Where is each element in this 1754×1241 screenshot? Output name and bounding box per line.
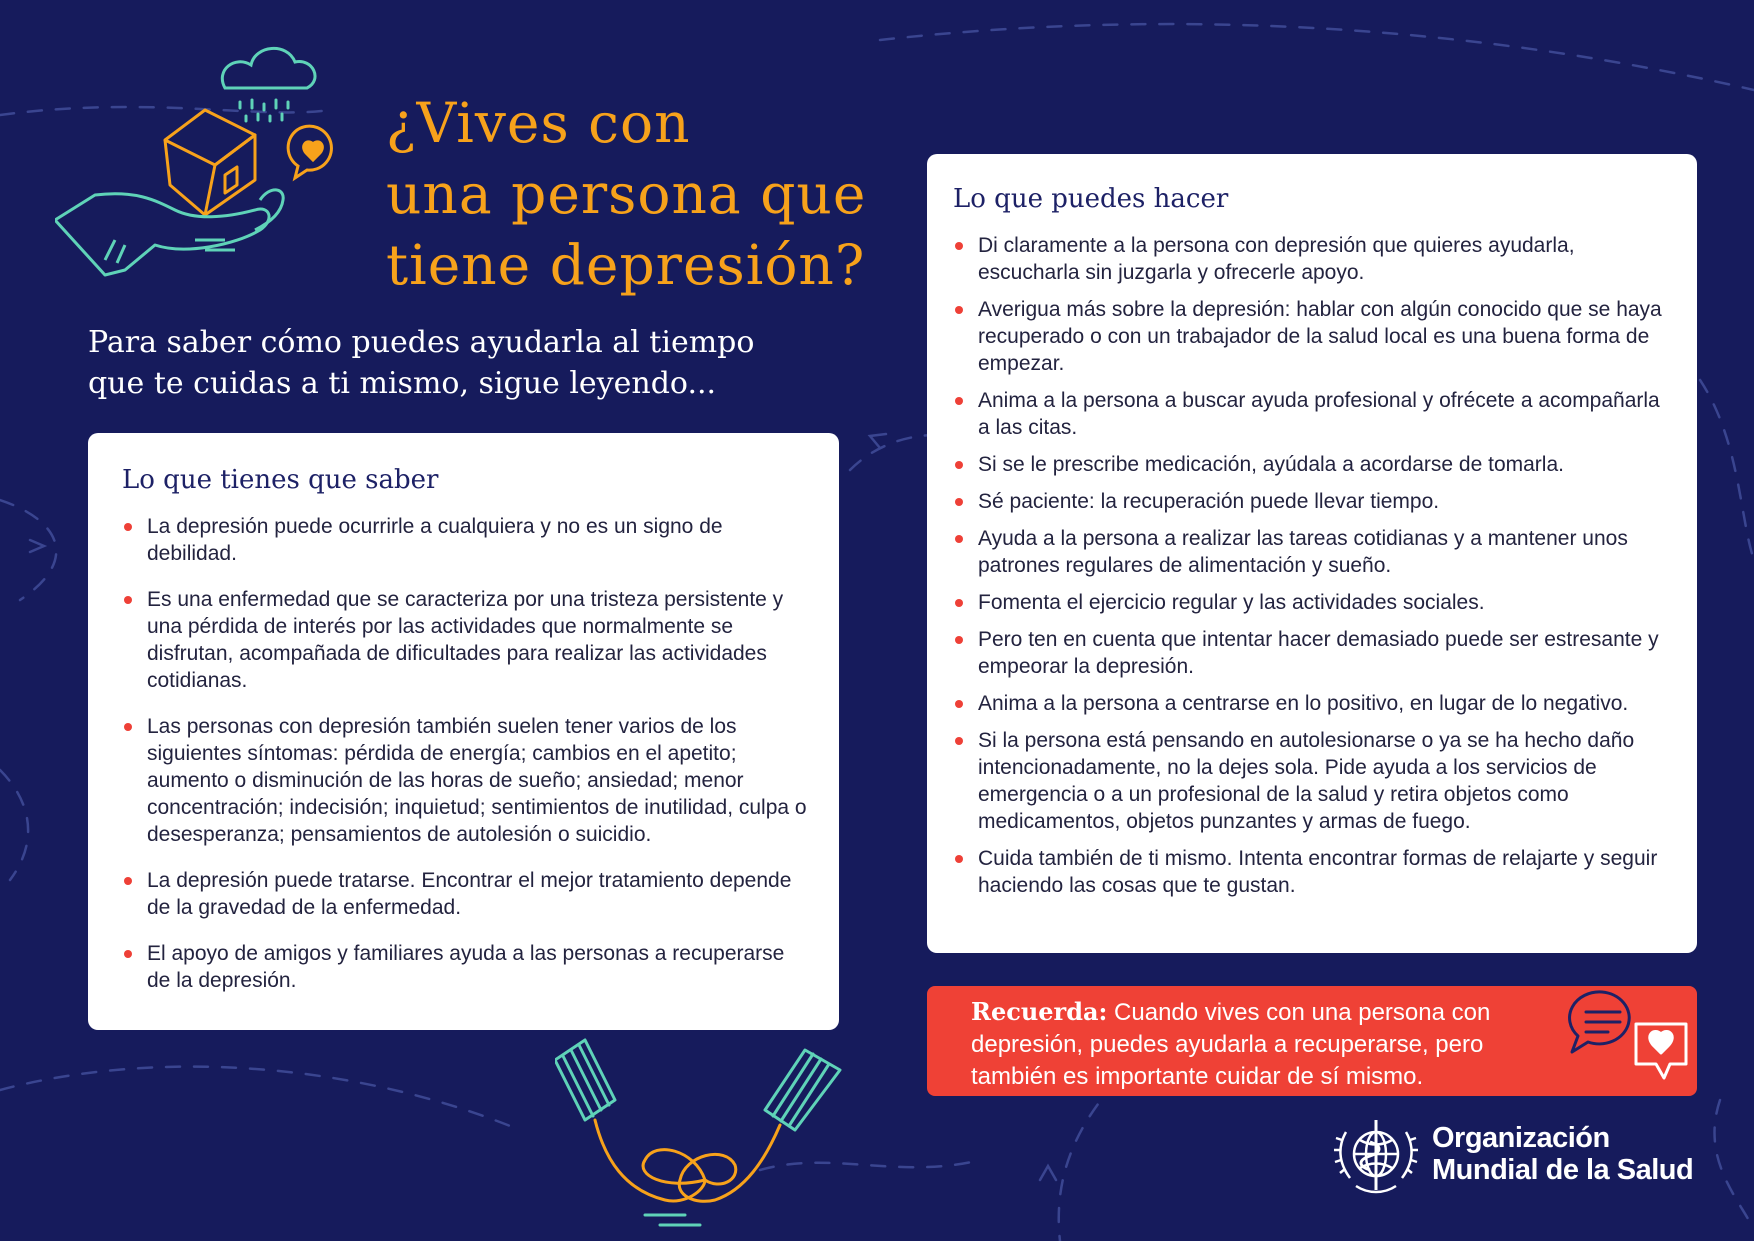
hands-heart-icon [555, 1040, 840, 1225]
do-item-text: Fomenta el ejercicio regular y las actividades sociales. [978, 591, 1485, 614]
bullet-icon [955, 599, 963, 607]
bullet-icon [955, 397, 963, 405]
do-item-text: Averigua más sobre la depresión: hablar con algún conocido que se haya recuperado o con un trabajador de la salud local es una buena forma de empezar. [978, 298, 1662, 375]
do-item-text: Sé paciente: la recuperación puede llevar tiempo. [978, 490, 1440, 513]
list-item [953, 387, 1673, 441]
know-heading: Lo que tienes que saber [122, 465, 439, 495]
bullet-icon [955, 461, 963, 469]
know-item-text: La depresión puede ocurrirle a cualquiera y no es un signo de debilidad. [147, 515, 723, 565]
who-name [1432, 1122, 1693, 1186]
who-logo [1330, 1112, 1694, 1196]
know-item-text: Las personas con depresión también suelen tener varios de los siguientes síntomas: pérdida de energía; cambios en el apetito; aumento o disminución de las horas de sueño; ansiedad; menor concentración; indecisión; inquietud; sentimientos de inutilidad, culpa o desesperanza; pensamientos de autolesión o suicidio. [147, 715, 807, 846]
list-item [953, 296, 1673, 377]
bullet-icon [955, 306, 963, 314]
who-name-line-2: Mundial de la Salud [1432, 1154, 1694, 1186]
do-card [927, 154, 1697, 953]
bullet-icon [124, 877, 132, 885]
do-item-text: Ayuda a la persona a realizar las tareas cotidianas y a mantener unos patrones regulares de alimentación y sueño. [978, 527, 1628, 577]
list-item [953, 626, 1673, 680]
bullet-icon [955, 700, 963, 708]
heart-speech-bubble-icon [288, 126, 331, 178]
bullet-icon [124, 950, 132, 958]
remember-text: Cuando vives con una persona con depresión, puedes ayudarla a recuperarse, pero también es importante cuidar de sí mismo. [971, 999, 1491, 1090]
do-item-text: Di claramente a la persona con depresión que quieres ayudarla, escucharla sin juzgarla y ofrecerle apoyo. [978, 234, 1575, 284]
list-item [953, 451, 1673, 478]
bullet-icon [955, 535, 963, 543]
list-item [953, 690, 1673, 717]
do-list [953, 232, 1673, 899]
speech-bubble-icon [1562, 986, 1692, 1096]
title-line-1: ¿Vives con [386, 91, 691, 155]
subtitle-line-2: que te cuidas a ti mismo, sigue leyendo... [88, 366, 717, 401]
bullet-icon [955, 737, 963, 745]
bullet-icon [955, 498, 963, 506]
bullet-icon [124, 596, 132, 604]
list-item [953, 525, 1673, 579]
house-in-hand-illustration [55, 40, 365, 310]
list-item [122, 940, 811, 994]
list-item [953, 589, 1673, 616]
list-item [953, 488, 1673, 515]
do-item-text: Anima a la persona a centrarse en lo positivo, en lugar de lo negativo. [978, 692, 1629, 715]
bullet-icon [955, 855, 963, 863]
list-item [122, 867, 811, 921]
cloud-icon [222, 48, 315, 121]
bullet-icon [955, 636, 963, 644]
page-subtitle [88, 322, 848, 404]
hands-heart-illustration [555, 1030, 875, 1230]
do-item-text: Cuida también de ti mismo. Intenta encontrar formas de relajarte y seguir haciendo las cosas que te gustan. [978, 847, 1658, 897]
who-emblem-icon [1330, 1112, 1422, 1196]
do-item-text: Si la persona está pensando en autolesionarse o ya se ha hecho daño intencionadamente, no la dejes sola. Pide ayuda a los servicios de emergencia o a un profesional de la salud y retira objetos como medicamentos, objetos punzantes y armas de fuego. [978, 729, 1635, 833]
know-item-text: El apoyo de amigos y familiares ayuda a las personas a recuperarse de la depresión. [147, 942, 785, 992]
list-item [122, 586, 811, 694]
know-item-text: Es una enfermedad que se caracteriza por una tristeza persistente y una pérdida de interés por las actividades que normalmente se disfrutan, acompañada de dificultades para realizar las actividades cotidianas. [147, 588, 784, 692]
know-item-text: La depresión puede tratarse. Encontrar el mejor tratamiento depende de la gravedad de la enfermedad. [147, 869, 792, 919]
subtitle-line-1: Para saber cómo puedes ayudarla al tiempo [88, 325, 755, 360]
do-item-text: Pero ten en cuenta que intentar hacer demasiado puede ser estresante y empeorar la depresión. [978, 628, 1659, 678]
bullet-icon [124, 523, 132, 531]
do-item-text: Anima a la persona a buscar ayuda profesional y ofrécete a acompañarla a las citas. [978, 389, 1660, 439]
title-line-2: una persona que [386, 162, 867, 226]
know-list [122, 513, 811, 994]
title-line-3: tiene depresión? [386, 233, 866, 297]
list-item [953, 727, 1673, 835]
list-item [953, 845, 1673, 899]
do-heading: Lo que puedes hacer [953, 184, 1229, 214]
list-item [122, 513, 811, 567]
house-in-hand-icon [55, 110, 283, 275]
bullet-icon [955, 242, 963, 250]
know-card [88, 433, 839, 1030]
who-name-line-1: Organización [1432, 1122, 1610, 1154]
bullet-icon [124, 723, 132, 731]
list-item [953, 232, 1673, 286]
list-item [122, 713, 811, 848]
do-item-text: Si se le prescribe medicación, ayúdala a acordarse de tomarla. [978, 453, 1564, 476]
remember-label: Recuerda: [971, 997, 1108, 1026]
page-title [386, 88, 906, 301]
